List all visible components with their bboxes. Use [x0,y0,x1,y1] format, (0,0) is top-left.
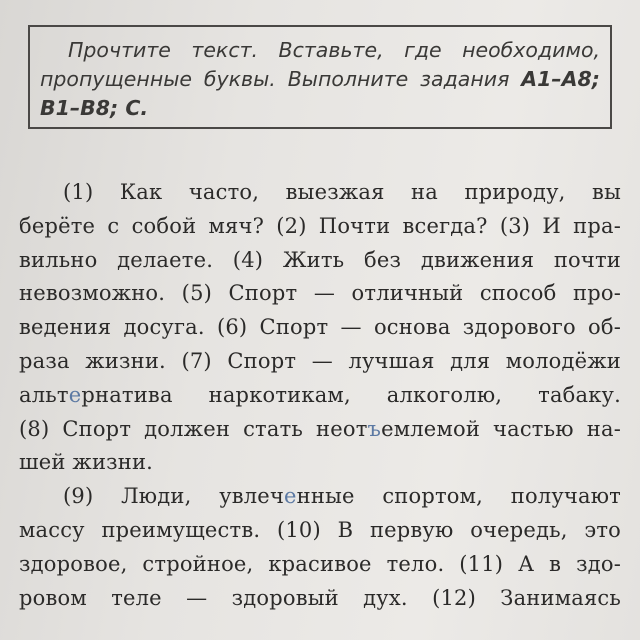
text-line: ведения досуга. (6) Спорт — основа здорового об- [19,315,621,340]
text-line: альтернатива наркотикам, алкоголю, табаку. [19,382,621,407]
text-line: невозможно. (5) Спорт — отличный способ про- [19,281,621,306]
text-line: массу преимуществ. (10) В первую очередь, это [19,517,621,542]
exercise-text [19,176,621,615]
handwritten-letter: е [68,382,82,407]
handwritten-letter: е [284,484,297,509]
text-line: раза жизни. (7) Спорт — лучшая для молодёжи [19,348,621,373]
text-line: (8) Спорт должен стать неотъемлемой частью на- [19,416,621,441]
text-line: берёте с собой мяч? (2) Почти всегда? (3) И пра- [19,213,621,238]
task-range-b-c: В1–В8; С. [40,96,149,120]
text-line: вильно делаете. (4) Жить без движения почти [19,247,621,272]
text-line: шей жизни. [19,450,154,475]
instruction-line-1: Прочтите текст. Вставьте, где необходимо, [68,38,600,62]
instruction-box [28,25,612,129]
text-line: (1) Как часто, выезжая на природу, вы [63,180,621,204]
instruction-line-3 [40,94,600,123]
text-line: ровом теле — здоровый дух. (12) Занимаясь [19,585,621,610]
instruction-line-2: пропущенные буквы. Выполните задания А1–А8; [40,67,600,91]
text-line: (9) Люди, увлеченные спортом, получают [63,484,621,509]
task-range-a: А1–А8; [521,67,600,91]
handwritten-letter: ъ [367,416,382,441]
text-line: здоровое, стройное, красивое тело. (11) А в здо- [19,551,621,576]
